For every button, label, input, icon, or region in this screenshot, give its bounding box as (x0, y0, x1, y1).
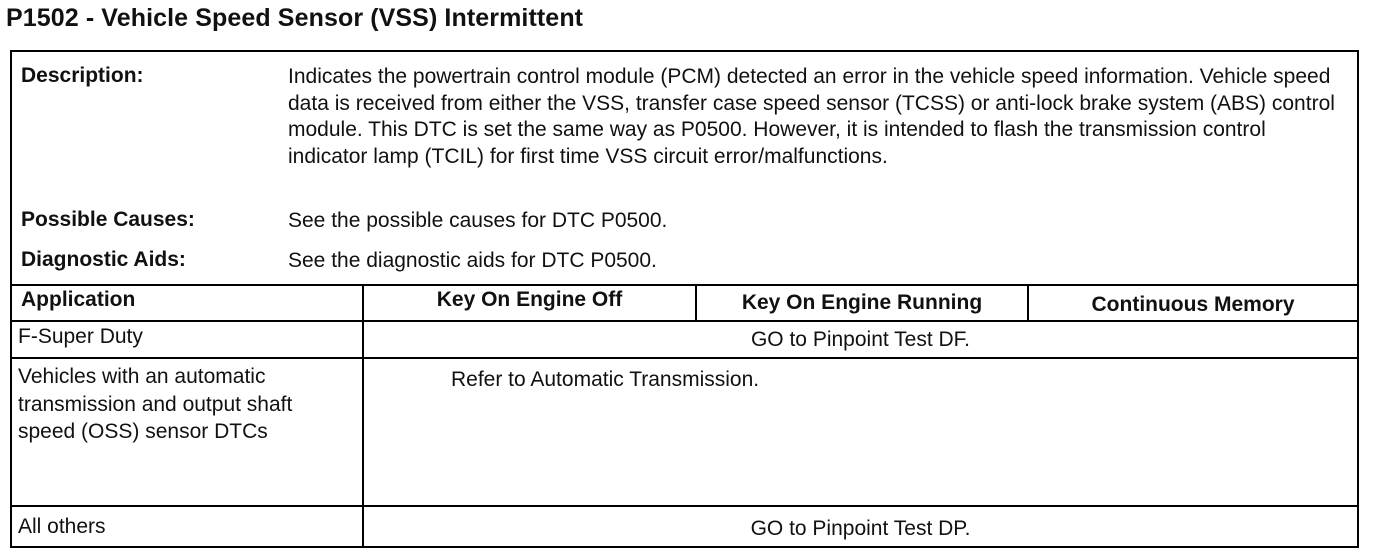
page-title: P1502 - Vehicle Speed Sensor (VSS) Intermittent (6, 4, 584, 32)
diagnostic-aids-text: See the diagnostic aids for DTC P0500. (288, 249, 657, 272)
table-top-rule (12, 284, 1357, 286)
table-row-action: GO to Pinpoint Test DP. (750, 517, 971, 540)
dtc-info-box (10, 50, 1359, 548)
koer-header: Key On Engine Running (741, 291, 983, 314)
memory-header: Continuous Memory (1091, 293, 1295, 316)
possible-causes-label: Possible Causes: (21, 208, 195, 231)
table-row-application: Vehicles with an automatic transmission and output shaft speed (OSS) sensor DTCs (18, 365, 293, 443)
application-column-divider (362, 284, 364, 546)
table-row-action: GO to Pinpoint Test DF. (750, 328, 971, 351)
application-header: Application (21, 288, 136, 311)
table-row-application: F-Super Duty (18, 325, 143, 348)
table-row-application: All others (18, 515, 106, 538)
table-row-action: Refer to Automatic Transmission. (451, 368, 760, 391)
description-text: Indicates the powertrain control module (PCM) detected an error in the vehicle speed information. Vehicle speed data is received from either the VSS, transfer case speed sensor (TCSS) or anti-lock brake system (ABS) control module. This DTC is set the same way as P0500. However, it is intended to flash the transmission control indicator lamp (TCIL) for first time VSS circuit error/malfunctions. (288, 65, 1335, 168)
row-1-bottom-rule (12, 357, 1357, 359)
koeo-header: Key On Engine Off (436, 288, 623, 311)
possible-causes-text: See the possible causes for DTC P0500. (288, 209, 668, 232)
description-label: Description: (21, 64, 144, 87)
header-bottom-rule (12, 320, 1357, 322)
diagnostic-aids-label: Diagnostic Aids: (21, 248, 186, 271)
row-2-bottom-rule (12, 505, 1357, 507)
